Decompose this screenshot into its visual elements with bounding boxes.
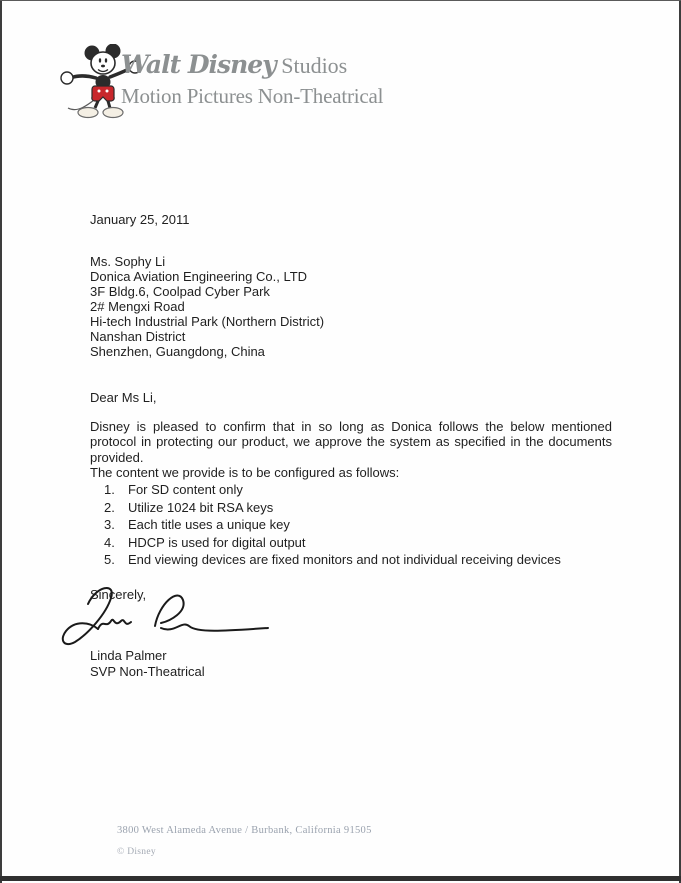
- page-edge-left: [0, 0, 2, 883]
- list-item: [104, 534, 561, 552]
- brand-line-1: [121, 50, 383, 84]
- signature-block: [90, 648, 205, 680]
- closing: Sincerely,: [90, 587, 147, 602]
- list-item-text: End viewing devices are fixed monitors and not individual receiving devices: [128, 552, 561, 568]
- letter-body: [90, 419, 612, 480]
- studios-text: Studios: [275, 53, 348, 78]
- page-edge-top: [0, 0, 681, 1]
- page-edge-bottom: [0, 876, 681, 881]
- recipient-address-block: [90, 254, 324, 359]
- list-item: [104, 551, 561, 569]
- list-item-number: 3.: [104, 517, 115, 533]
- recipient-name: Ms. Sophy Li: [90, 254, 166, 269]
- footer-copyright: © Disney: [117, 847, 156, 857]
- recipient-company: Donica Aviation Engineering Co., LTD: [90, 269, 308, 284]
- recipient-address-line: Shenzhen, Guangdong, China: [90, 344, 265, 359]
- body-paragraph-2: The content we provide is to be configured as follows:: [90, 464, 400, 480]
- recipient-address-line: Hi-tech Industrial Park (Northern District): [90, 314, 325, 329]
- signer-name: Linda Palmer: [90, 648, 167, 663]
- recipient-address-line: Nanshan District: [90, 329, 186, 344]
- list-item-number: 2.: [104, 499, 115, 515]
- recipient-address-line: 2# Mengxi Road: [90, 299, 185, 314]
- brand-line-2: Motion Pictures Non-Theatrical: [121, 84, 384, 108]
- salutation: Dear Ms Li,: [90, 390, 157, 405]
- list-item-text: HDCP is used for digital output: [128, 534, 306, 550]
- letter-date: January 25, 2011: [90, 212, 190, 227]
- footer-address: 3800 West Alameda Avenue / Burbank, California 91505: [117, 825, 372, 836]
- walt-disney-script-text: Walt Disney: [121, 50, 276, 79]
- list-item: [104, 481, 561, 499]
- list-item: [104, 516, 561, 534]
- list-item-text: Each title uses a unique key: [128, 517, 290, 533]
- list-item-number: 4.: [104, 534, 115, 550]
- signer-title: SVP Non-Theatrical: [90, 664, 205, 679]
- recipient-address-line: 3F Bldg.6, Coolpad Cyber Park: [90, 284, 270, 299]
- list-item-number: 5.: [104, 552, 115, 568]
- letterhead-wordmark: [121, 50, 383, 108]
- handwritten-signature-icon: [58, 582, 273, 654]
- list-item-text: For SD content only: [128, 482, 243, 497]
- list-item-number: 1.: [104, 482, 115, 497]
- body-paragraph-1: Disney is pleased to confirm that in so long as Donica follows the below mentioned protocol in protecting our product, we approve the system as specified in the documents provided.: [90, 419, 612, 465]
- protocol-list: [104, 481, 561, 569]
- list-item-text: Utilize 1024 bit RSA keys: [128, 499, 274, 515]
- list-item: [104, 499, 561, 517]
